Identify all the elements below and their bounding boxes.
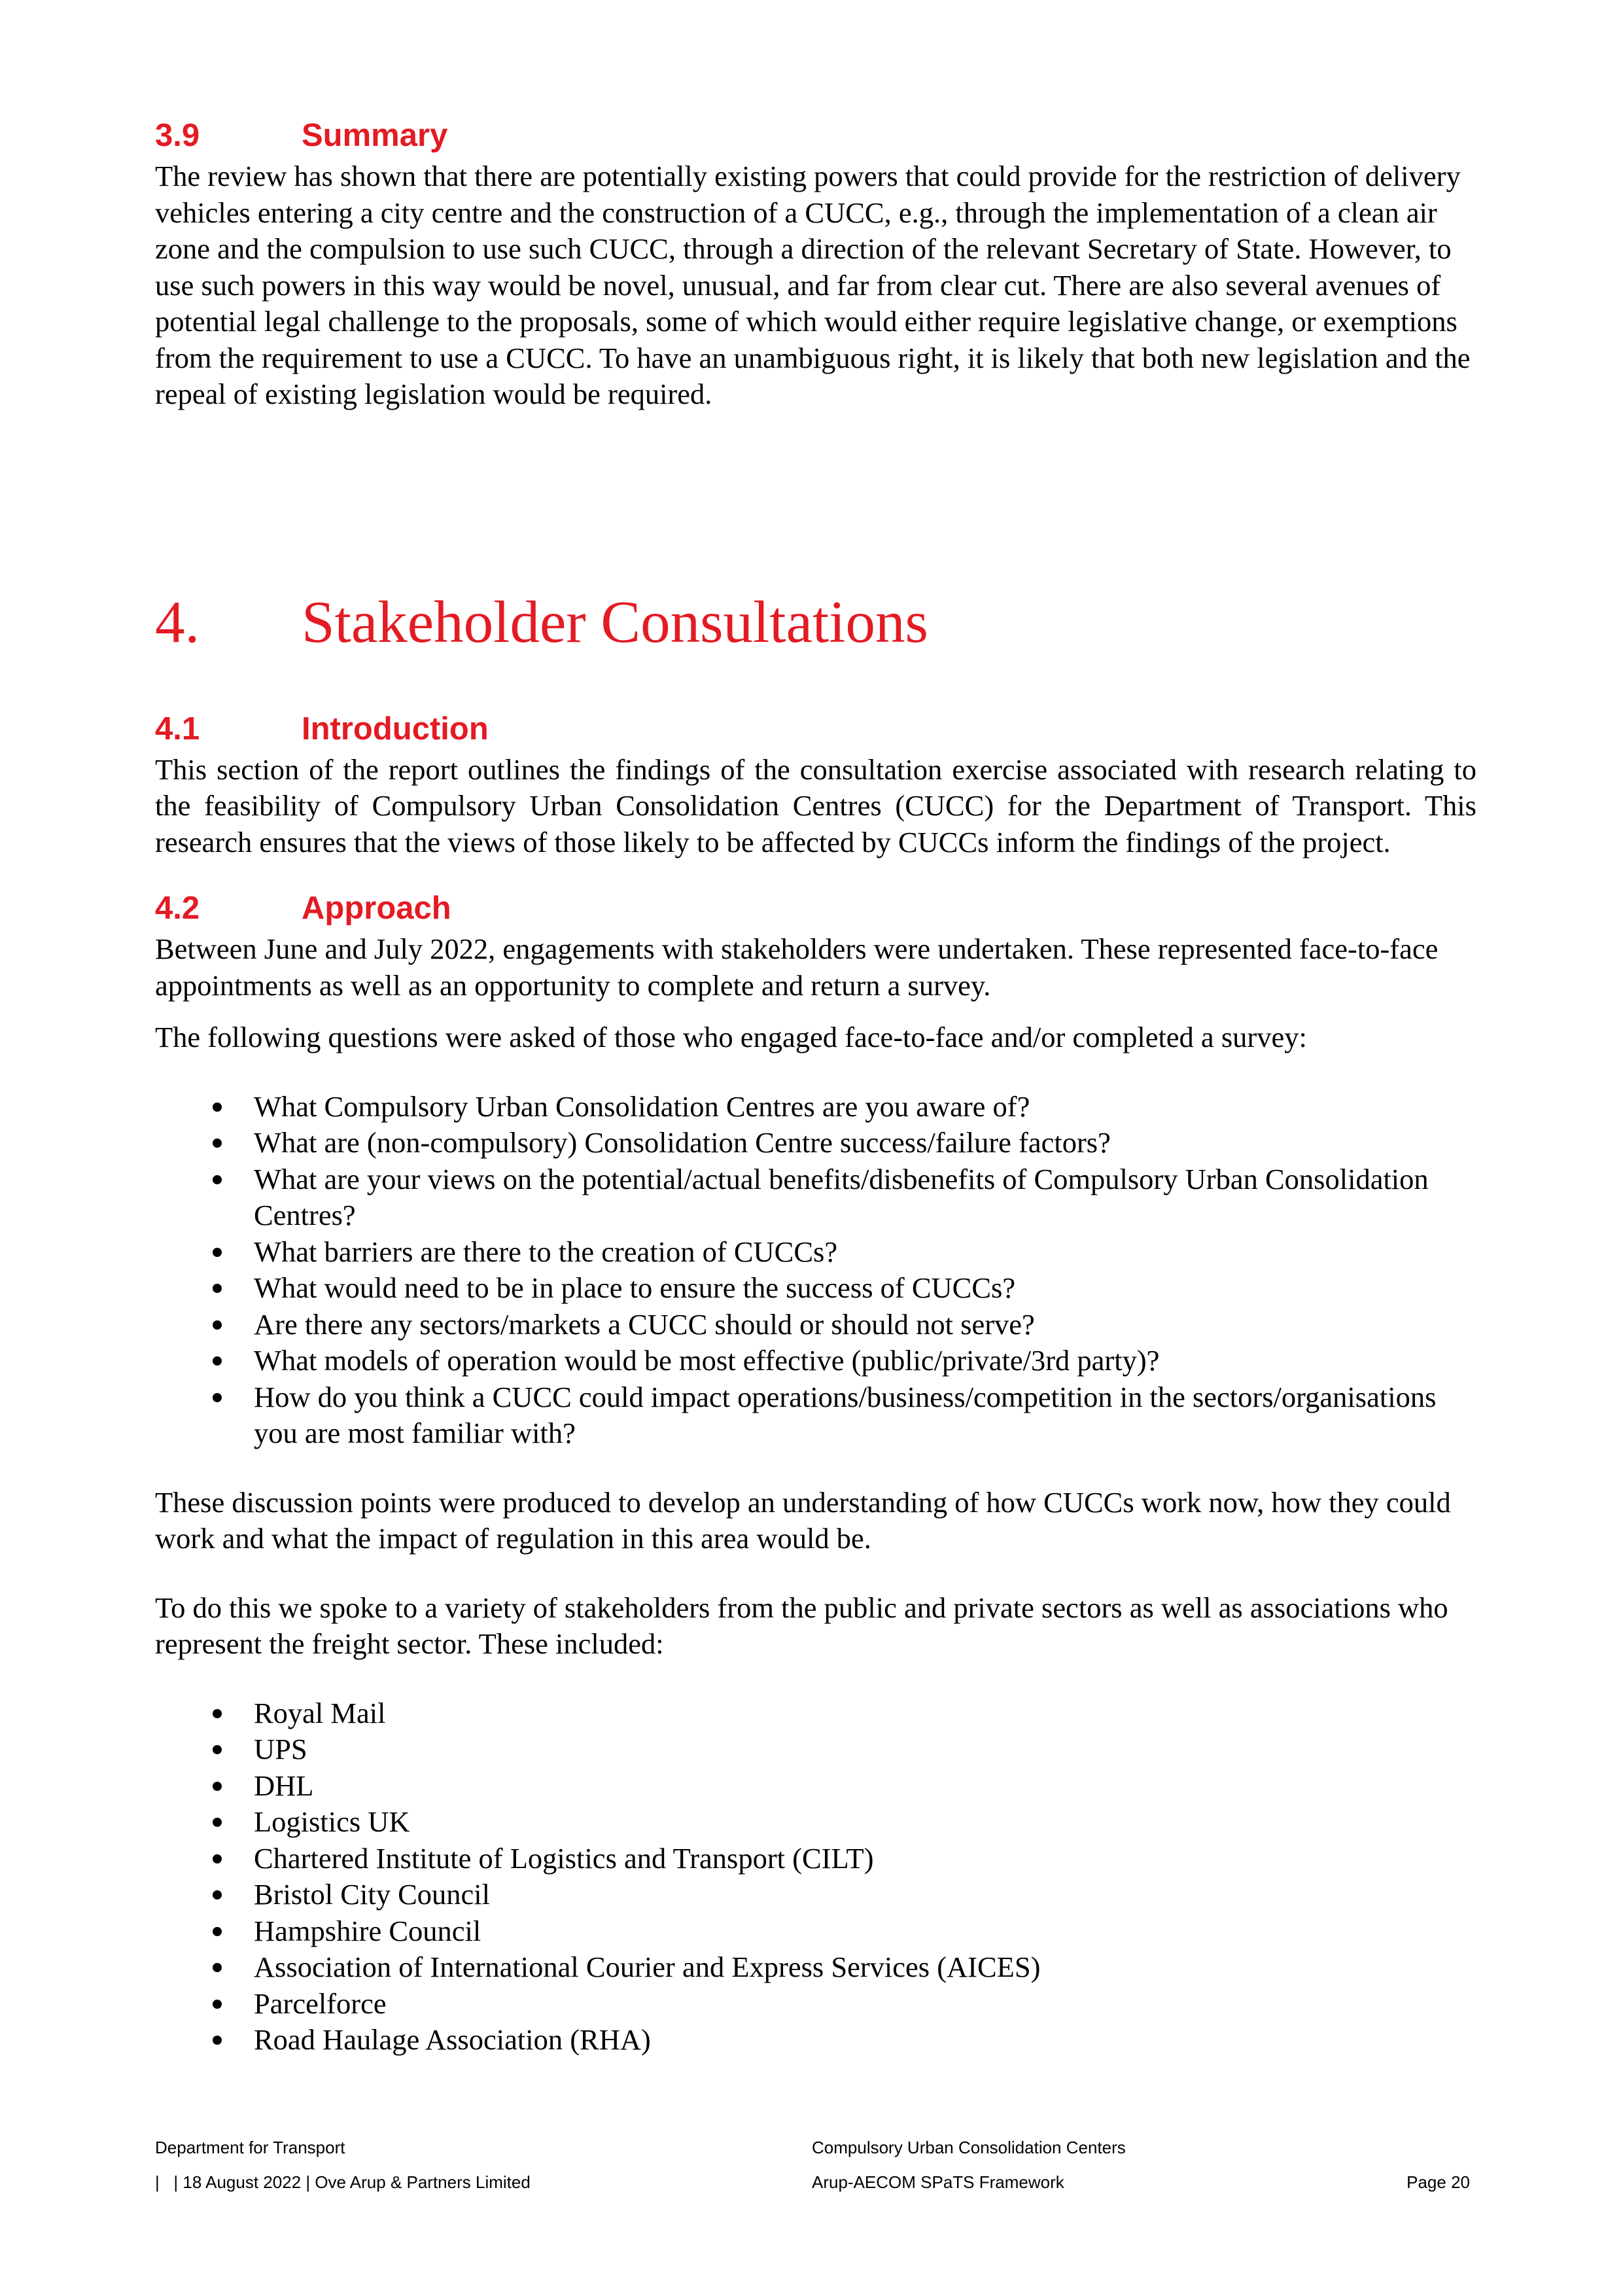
chapter-4-heading [155,583,1476,662]
footer-reference: | | 18 August 2022 | Ove Arup & Partners Limited [155,2172,531,2192]
bullet-icon [213,1818,222,1827]
list-item: Logistics UK [155,1804,1476,1841]
section-title: Introduction [302,711,489,747]
list-item: Chartered Institute of Logistics and Transport (CILT) [155,1841,1476,1877]
footer-client: Department for Transport [155,2138,345,2157]
introduction-paragraph: This section of the report outlines the findings of the consultation exercise associated with research relating to the feasibility of Compulsory Urban Consolidation Centres (CUCC) for the Department of Transport. This research ensures that the views of those likely to be affected by CUCCs inform the findings of the project. [155,752,1476,858]
list-item: Parcelforce [155,1986,1476,2022]
section-number: 3.9 [155,118,200,153]
list-item: Bristol City Council [155,1877,1476,1913]
list-item: What are (non-compulsory) Consolidation Centre success/failure factors? [155,1125,1476,1161]
bullet-icon [213,1175,222,1184]
list-item: What barriers are there to the creation of CUCCs? [155,1234,1476,1271]
bullet-icon [213,1248,222,1257]
bullet-icon [213,1963,222,1972]
section-number: 4.1 [155,711,200,747]
section-4-2-heading [155,885,1476,931]
bullet-icon [213,1854,222,1863]
bullet-icon [213,1284,222,1293]
section-title: Approach [302,891,451,926]
bullet-icon [213,1927,222,1936]
list-item: Road Haulage Association (RHA) [155,2022,1476,2058]
bullet-icon [213,1709,222,1718]
bullet-icon [213,2000,222,2009]
chapter-number: 4. [155,588,200,655]
list-item: How do you think a CUCC could impact operations/business/competition in the sectors/organisations you are most familiar with? [155,1379,1476,1452]
summary-paragraph: The review has shown that there are potentially existing powers that could provide for the restriction of delivery vehicles entering a city centre and the construction of a CUCC, e.g., through the implementation of a clean air zone and the compulsion to use such CUCC, through a direction of the relevant Secretary of State. However, to use such powers in this way would be novel, unusual, and far from clear cut. There are also several avenues of potential legal challenge to the proposals, some of which would either require legislative change, or exemptions from the requirement to use a CUCC. To have an unambiguous right, it is likely that both new legislation and the repeal of existing legislation would be required. [155,160,1471,410]
chapter-title: Stakeholder Consultations [302,588,928,655]
list-item: Royal Mail [155,1695,1476,1732]
list-item: What are your views on the potential/actual benefits/disbenefits of Compulsory Urban Consolidation Centres? [155,1161,1476,1234]
stakeholders-list [155,1695,1476,2058]
list-item: Association of International Courier and Express Services (AICES) [155,1949,1476,1986]
footer-doc-title: Compulsory Urban Consolidation Centers [812,2138,1126,2157]
section-title: Summary [302,118,448,153]
bullet-icon [213,2036,222,2045]
bullet-icon [213,1139,222,1148]
questions-list [155,1089,1476,1452]
bullet-icon [213,1103,222,1112]
bullet-icon [213,1320,222,1330]
list-item: What models of operation would be most effective (public/private/3rd party)? [155,1343,1476,1379]
list-item: UPS [155,1731,1476,1768]
list-item: What would need to be in place to ensure the success of CUCCs? [155,1270,1476,1307]
bullet-icon [213,1745,222,1754]
bullet-icon [213,1890,222,1899]
list-item: DHL [155,1768,1476,1805]
list-item: What Compulsory Urban Consolidation Centres are you aware of? [155,1089,1476,1125]
approach-paragraph-3: These discussion points were produced to develop an understanding of how CUCCs work now, how they could work and what the impact of regulation in this area would be. [155,1485,1451,1555]
page-content [155,113,1476,2058]
section-number: 4.2 [155,891,200,926]
approach-paragraph-1: Between June and July 2022, engagements with stakeholders were undertaken. These represented face-to-face appointments as well as an opportunity to complete and return a survey. [155,932,1439,1002]
bullet-icon [213,1393,222,1402]
approach-paragraph-4: To do this we spoke to a variety of stakeholders from the public and private sectors as well as associations who represent the freight sector. These included: [155,1591,1448,1660]
footer-page-number: Page 20 [1406,2172,1470,2192]
footer-framework: Arup-AECOM SPaTS Framework [812,2172,1064,2192]
bullet-icon [213,1782,222,1791]
section-3-9-heading [155,113,1476,158]
section-4-1-heading [155,706,1476,752]
bullet-icon [213,1356,222,1366]
approach-paragraph-2: The following questions were asked of those who engaged face-to-face and/or completed a survey: [155,1021,1307,1053]
list-item: Hampshire Council [155,1913,1476,1950]
list-item: Are there any sectors/markets a CUCC should or should not serve? [155,1307,1476,1343]
